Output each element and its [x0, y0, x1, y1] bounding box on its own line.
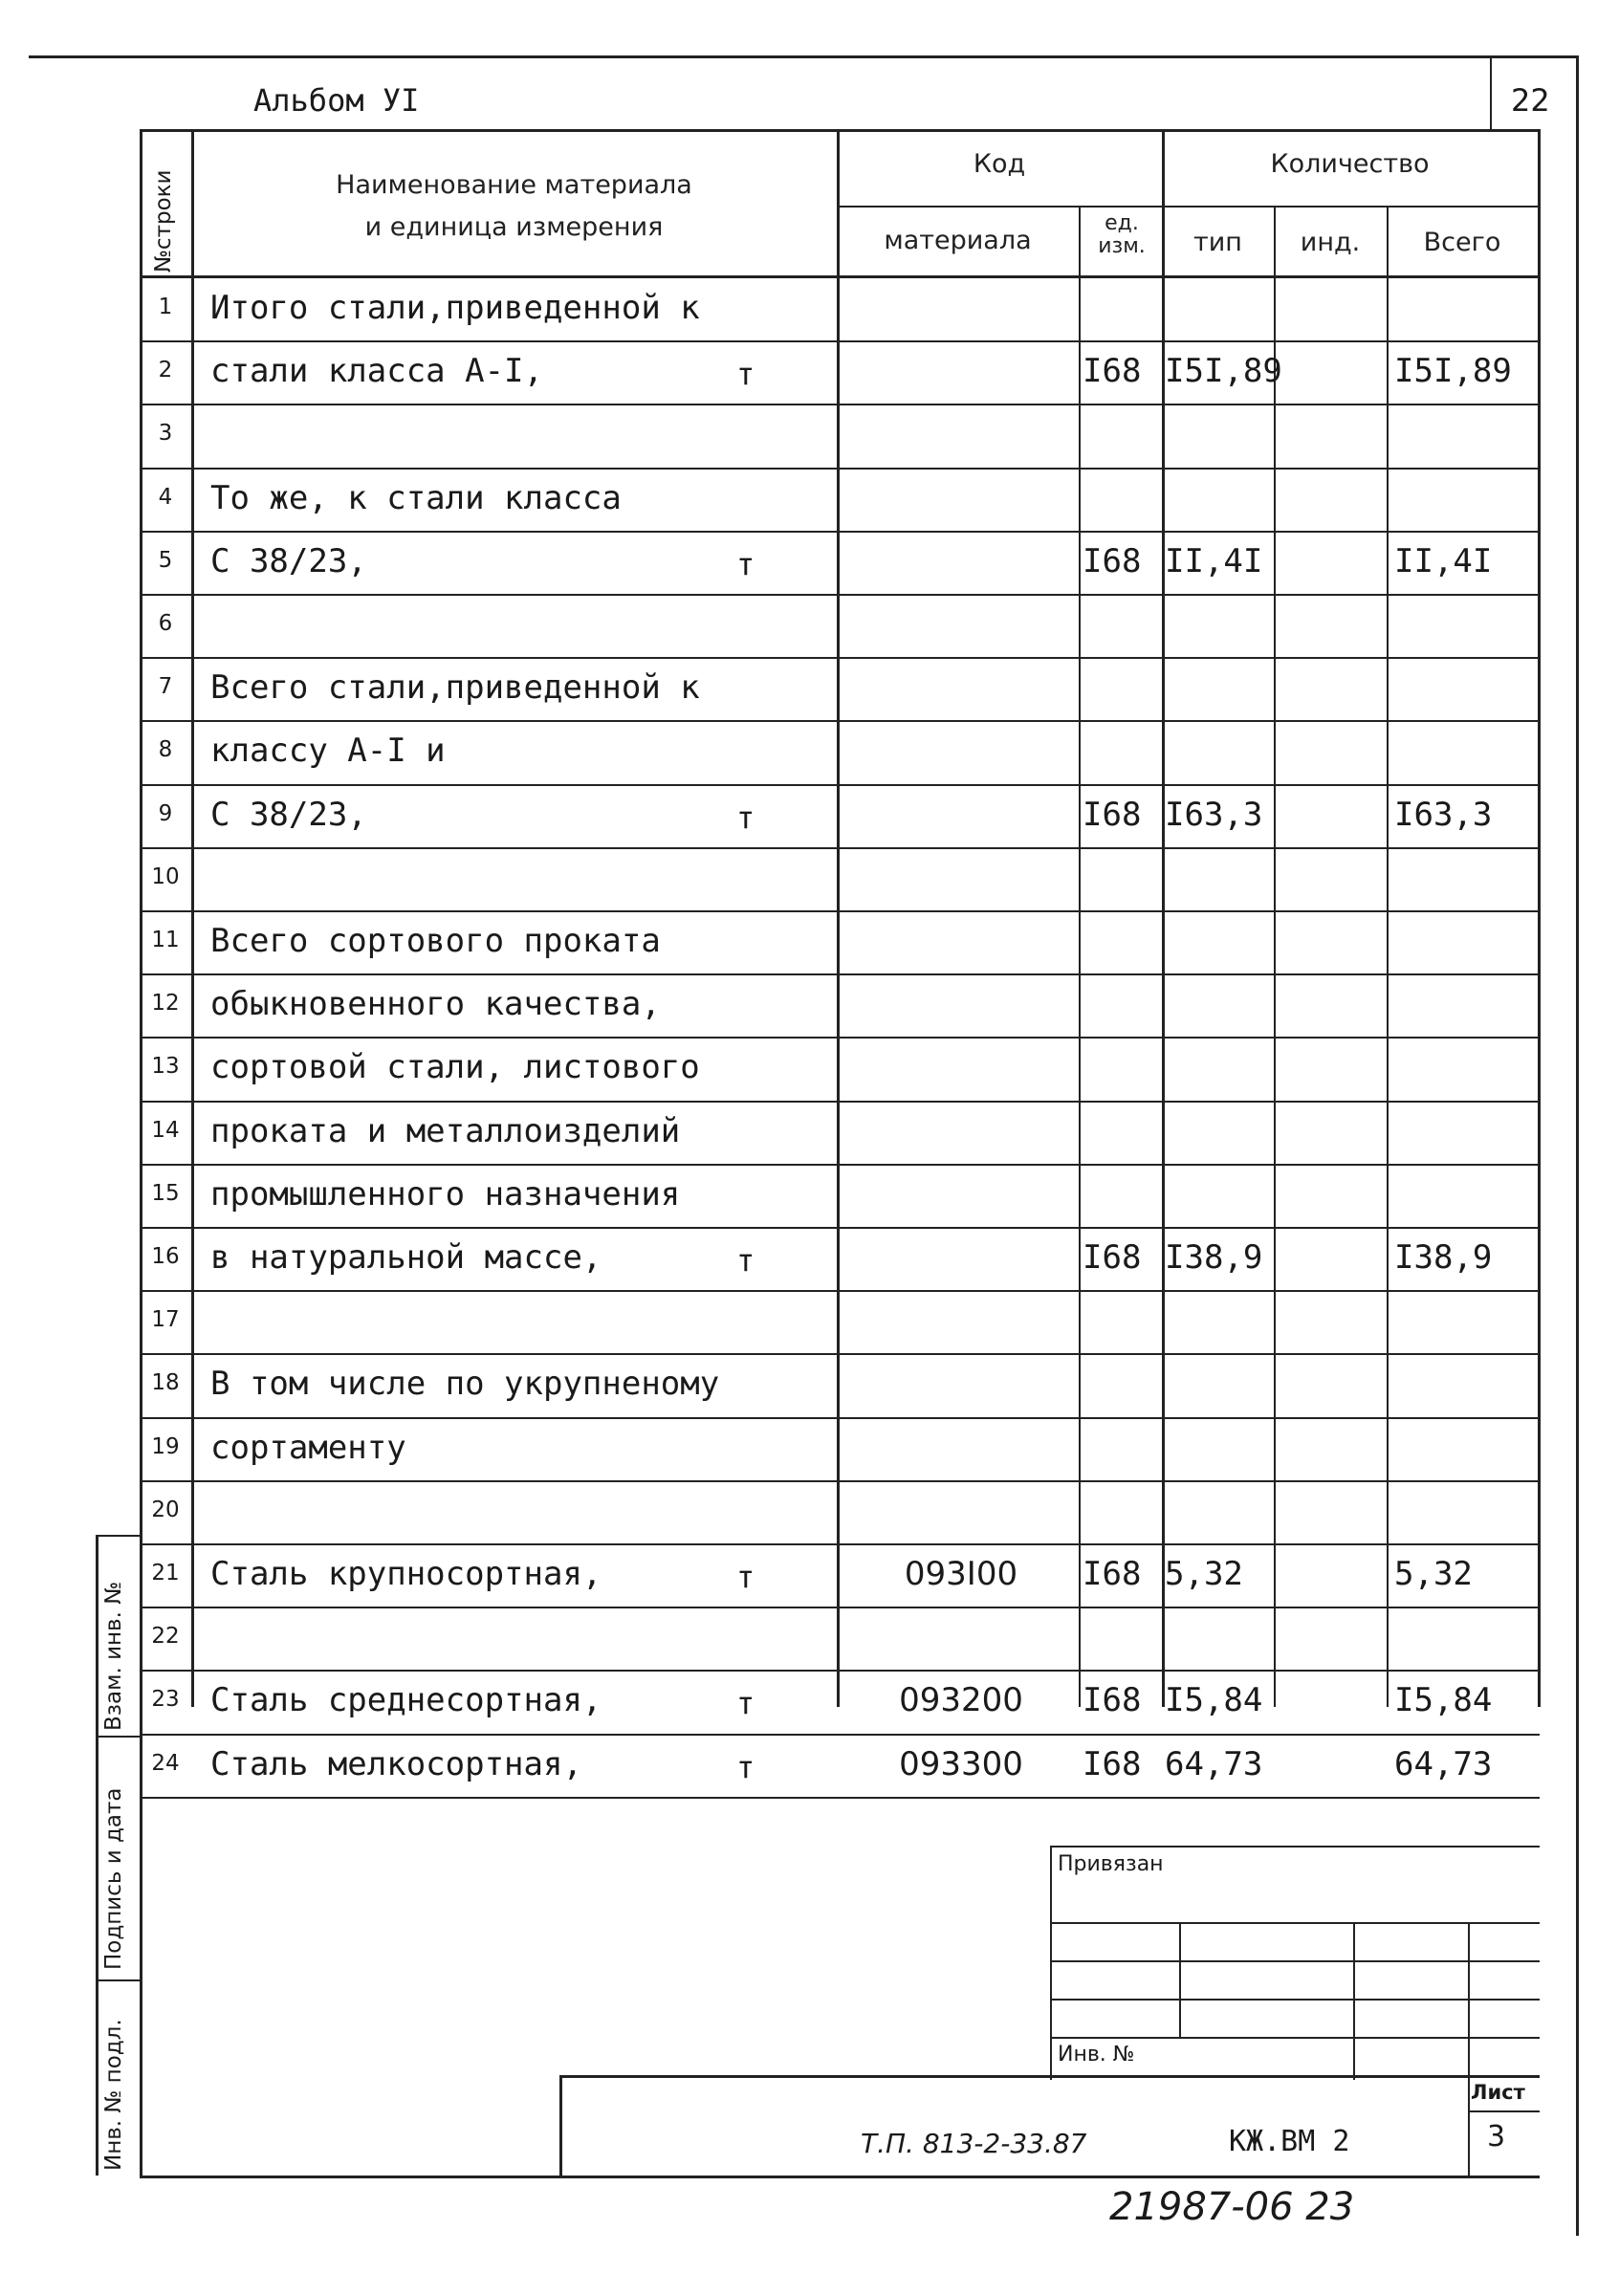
- row-divider: [140, 1164, 1540, 1166]
- row-divider: [140, 1797, 1540, 1799]
- header-name-line2: и единица измерения: [364, 212, 664, 242]
- bottom-frame: [140, 2176, 1540, 2178]
- row-qty-tip: II,4I: [1165, 541, 1263, 580]
- row-number: 17: [151, 1307, 180, 1333]
- row-unit-code: I68: [1083, 541, 1142, 580]
- stamp-col-2: [1353, 1922, 1355, 2080]
- row-name: То же, к стали класса: [210, 478, 622, 517]
- stamp-col-3: [1468, 1922, 1470, 2176]
- row-name: проката и металлоизделий: [210, 1111, 681, 1150]
- row-unit-code: I68: [1083, 1681, 1142, 1720]
- stamp-lower-left: [559, 2075, 562, 2176]
- side-label-podpis: Подпись и дата: [101, 1787, 126, 1970]
- stamp-line-2: [1050, 1960, 1540, 1962]
- stamp-list-value: 3: [1487, 2120, 1506, 2154]
- row-number: 10: [151, 864, 180, 889]
- col-line-name: [837, 129, 840, 1707]
- stamp-tp-number: Т.П. 813-2-33.87: [861, 2128, 1087, 2159]
- row-qty-tip: I63,3: [1165, 795, 1263, 834]
- stamp-col-1: [1179, 1922, 1181, 2037]
- stamp-top: [1050, 1846, 1540, 1848]
- row-divider: [140, 1290, 1540, 1292]
- row-name: Сталь крупносортная,: [210, 1555, 602, 1593]
- row-name: С 38/23,: [210, 795, 367, 834]
- row-name: Всего сортового проката: [210, 922, 661, 960]
- header-qty-ind: инд.: [1300, 228, 1361, 257]
- row-name: сортовой стали, листового: [210, 1048, 700, 1087]
- row-qty-tip: I5,84: [1165, 1681, 1263, 1720]
- stamp-line-3: [1050, 1999, 1540, 2001]
- row-number: 14: [151, 1117, 180, 1143]
- row-unit-code: I68: [1083, 1238, 1142, 1277]
- row-divider: [140, 657, 1540, 659]
- row-divider: [140, 1037, 1540, 1039]
- row-unit-letter: т: [736, 1685, 755, 1722]
- row-number: 16: [151, 1244, 180, 1269]
- row-name: обыкновенного качества,: [210, 985, 661, 1024]
- row-divider: [140, 1670, 1540, 1672]
- row-divider: [140, 784, 1540, 786]
- stamp-privyazan: Привязан: [1058, 1852, 1164, 1876]
- stamp-line-1: [1050, 1922, 1540, 1924]
- row-name: промышленного назначения: [210, 1174, 681, 1214]
- page-number: 22: [1511, 82, 1550, 119]
- stamp-list-divider: [1468, 2110, 1540, 2112]
- row-number: 7: [158, 674, 173, 700]
- row-divider: [140, 1734, 1540, 1736]
- header-mid: [839, 206, 1540, 208]
- row-material-code: 093I00: [904, 1555, 1018, 1593]
- row-divider: [140, 847, 1540, 849]
- header-code-unit: ед. изм.: [1098, 211, 1146, 258]
- row-divider: [140, 1227, 1540, 1229]
- top-border: [29, 55, 1578, 58]
- stamp-line-4: [1050, 2037, 1540, 2039]
- row-qty-tip: 5,32: [1165, 1555, 1243, 1593]
- row-qty-tip: I38,9: [1165, 1238, 1263, 1277]
- row-divider: [140, 1543, 1540, 1545]
- row-number: 3: [158, 421, 173, 447]
- row-name: стали класса А-I,: [210, 352, 543, 391]
- col-line-rownum: [191, 129, 194, 1707]
- row-number: 4: [158, 484, 173, 510]
- row-qty-total: II,4I: [1394, 541, 1493, 580]
- header-top: [140, 129, 1540, 132]
- row-number: 5: [158, 547, 173, 573]
- row-name: Сталь мелкосортная,: [210, 1744, 582, 1783]
- row-number: 8: [158, 737, 173, 763]
- row-unit-letter: т: [736, 1559, 755, 1595]
- stamp-doc-code: КЖ.ВМ 2: [1229, 2125, 1350, 2158]
- row-unit-code: I68: [1083, 352, 1142, 391]
- row-divider: [140, 468, 1540, 470]
- row-number: 18: [151, 1370, 180, 1396]
- header-bottom: [140, 275, 1540, 278]
- row-number: 21: [151, 1561, 180, 1585]
- stamp-list-label: Лист: [1471, 2081, 1525, 2104]
- row-number: 23: [151, 1687, 180, 1713]
- side-label-inv-podl: Инв. № подл.: [101, 2019, 126, 2171]
- row-number: 11: [151, 928, 180, 952]
- row-number: 24: [151, 1750, 180, 1776]
- row-qty-total: 5,32: [1394, 1555, 1473, 1593]
- header-quantity: Количество: [1270, 149, 1430, 179]
- row-qty-total: 64,73: [1394, 1744, 1493, 1783]
- row-unit-letter: т: [736, 356, 755, 393]
- row-unit-code: I68: [1083, 1744, 1142, 1783]
- row-divider: [140, 973, 1540, 975]
- row-qty-total: I38,9: [1394, 1238, 1493, 1277]
- header-qty-total: Всего: [1423, 228, 1501, 257]
- stamp-left: [1050, 1846, 1052, 2080]
- row-divider: [140, 1101, 1540, 1103]
- row-divider: [140, 531, 1540, 533]
- side-block-line: [96, 1535, 98, 2176]
- side-label-vzam: Взам. инв. №: [101, 1581, 126, 1731]
- row-unit-letter: т: [736, 545, 755, 582]
- row-name: Всего стали,приведенной к: [210, 668, 700, 708]
- row-qty-total: I63,3: [1394, 795, 1493, 834]
- row-number: 19: [151, 1433, 180, 1459]
- header-code-material: материала: [884, 226, 1032, 255]
- row-qty-total: I5,84: [1394, 1681, 1493, 1720]
- row-divider: [140, 720, 1540, 722]
- row-material-code: 093300: [899, 1744, 1023, 1783]
- row-divider: [140, 340, 1540, 342]
- row-name: сортаменту: [210, 1428, 406, 1467]
- row-number: 12: [151, 991, 180, 1017]
- side-block-top: [96, 1535, 140, 1537]
- header-code: Код: [973, 149, 1026, 179]
- row-divider: [140, 1607, 1540, 1608]
- row-divider: [140, 910, 1540, 912]
- page-number-divider: [1490, 55, 1492, 130]
- right-border: [1576, 55, 1579, 2236]
- row-number: 15: [151, 1180, 180, 1206]
- album-title: Альбом УI: [253, 82, 420, 119]
- row-unit-letter: т: [736, 1748, 755, 1785]
- row-unit-letter: т: [736, 1242, 755, 1279]
- header-row-no: №строки: [151, 169, 176, 273]
- stamp-lower-top: [559, 2075, 1540, 2078]
- row-divider: [140, 404, 1540, 405]
- row-unit-code: I68: [1083, 795, 1142, 834]
- row-qty-tip: 64,73: [1165, 1744, 1263, 1783]
- row-name: С 38/23,: [210, 541, 367, 580]
- bottom-number: 21987-06 23: [1109, 2185, 1355, 2229]
- row-name: Сталь среднесортная,: [210, 1681, 602, 1720]
- side-div-2: [96, 1979, 140, 1981]
- row-unit-code: I68: [1083, 1555, 1142, 1593]
- row-number: 13: [151, 1054, 180, 1080]
- row-number: 20: [151, 1497, 180, 1522]
- stamp-inv-no: Инв. №: [1058, 2043, 1135, 2066]
- row-name: Итого стали,приведенной к: [210, 289, 700, 327]
- row-number: 6: [158, 611, 173, 636]
- header-name-line1: Наименование материала: [336, 170, 692, 200]
- col-line-right: [1538, 129, 1541, 1707]
- row-divider: [140, 594, 1540, 596]
- row-qty-tip: I5I,89: [1165, 352, 1282, 391]
- row-name: классу А-I и: [210, 732, 446, 771]
- row-qty-total: I5I,89: [1394, 352, 1512, 391]
- row-material-code: 093200: [899, 1681, 1023, 1720]
- row-number: 22: [151, 1624, 180, 1650]
- row-unit-letter: т: [736, 798, 755, 836]
- row-number: 9: [158, 800, 173, 826]
- row-number: 2: [158, 358, 173, 383]
- row-divider: [140, 1417, 1540, 1419]
- row-name: в натуральной массе,: [210, 1238, 602, 1277]
- header-qty-tip: тип: [1193, 228, 1242, 257]
- row-name: В том числе по укрупненому: [210, 1365, 720, 1404]
- row-number: 1: [158, 295, 173, 319]
- side-div-1: [96, 1736, 140, 1738]
- row-divider: [140, 1480, 1540, 1482]
- row-divider: [140, 1353, 1540, 1355]
